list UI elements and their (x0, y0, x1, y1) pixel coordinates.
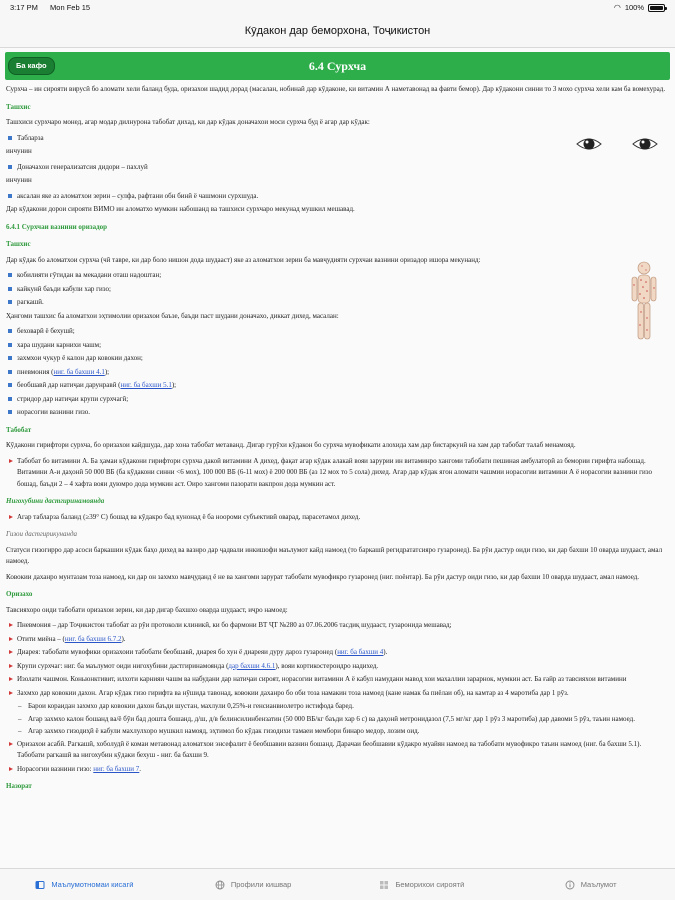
list-item: Агар табларза баланд (≥39° С) бошад ва кӯдакро бад кунонад ё ба ноороми субъективӣ оварад, парасетамол дихед. (6, 512, 669, 524)
diagnosis-text: Ташхиси сурхчаро монед, агар модар дилнурона табобат дихад, ки дар кӯдак доначахои моси сурхча буд ё агар дар кӯдак: (6, 118, 370, 126)
list-item: пневмония (ниг. ба бахши 4.1); (6, 367, 669, 379)
globe-icon (215, 880, 225, 890)
info-icon (565, 880, 575, 890)
list-item: Захмхо дар ковокии дахон. Агар кӯдак гизо гирифта ва нӯшида тавонад, ковокии даханро бо оби тоза намакин тоза намоед (кане намак ба пиёлаи об), на камтар аз 4 маротиба дар 1 рӯз. (6, 688, 669, 700)
list-item: Отити миёна – (ниг. ба бахши 6.7.2). (6, 634, 669, 646)
tab-label: Маълумотномаи кисагӣ (51, 880, 134, 889)
list-item: Диарея: табобати мувофики оризахоии табобати беобшавӣ, диарея бо хун ё диареяи дуру дароз гузаронед (ниг. ба бахши 4). (6, 647, 669, 659)
treatment-heading: Табобат (6, 425, 32, 434)
list-item: норасогии вазнини гизо. (6, 407, 669, 419)
list-item: Пневмония – дар Тоҷикистон табобат аз рӯи протоколи клиникӣ, ки бо фармони ВТ ҶТ №280 аз 07.06.2006 тасдиқ шудааст, гузаронида мешавад; (6, 620, 669, 632)
complications-tx-heading: Оризахо (6, 590, 33, 598)
nutrition-text2: Ковокии даханро мунтазам тоза намоед, ки дар он захмхо мавҷуданд ё не ва хангоми зарурат табобати мувофикро гузаронед (ниг. поёнтар). Ба рӯи дастур оиди гизо, ки дар бахши 10 оварда шудааст, амал намоед. (6, 572, 640, 581)
list-item: Доначахои генерализатсия дидори – пахлуӣ (6, 162, 669, 174)
treatment-text: Кӯдакони гирифтори сурхча, бо оризахои кайдшуда, дар хона табобат метаванд. Дигар гурӯхи кӯдакон бо сурхча мувофикати алохида хам дар бистаркунӣ на хам дар табобат талаб менамояд. (6, 441, 576, 449)
monitoring-heading: Назорат (6, 782, 32, 790)
complications-subheading: Ташхис (6, 240, 31, 248)
book-icon (35, 880, 45, 890)
diagnosis-note: Дар кӯдакони дорои сирояти ВИМО ин аломатхо мумкин набошанд ва ташхиси сурхчаро мекунад мушкил мешавад. (6, 205, 355, 213)
status-time: 3:17 PM (10, 3, 38, 12)
tab-country-profile[interactable] (169, 869, 338, 900)
list-item: Табобат бо витамини А. Ба ҳамаи кӯдакони гирифтори сурхча дакоӣ витамини А дихед, фақат агар кӯдак алакай вояи зарурии ин витаминро хангоми табобати пешиная амбулаторӣ аз бемории гирифта набошад. Витамини А-и даҳонӣ 50 000 ВБ (ба кӯдакони синни <6 мох), 100 000 ВБ (6-11 мох) ё 200 000 ВБ (аз 12 мох то 5 сола) дихед. Агар дар кӯдак ягон аломати чашмии норасогии витамини А ё норасогии вазнини гизо бошад, баъди 2 – 4 хафта вояи дуюмро дода мумкин аст. Оиро хангоми пазорати вакпрон дода мумкин аст. (6, 456, 669, 491)
link-section-6-7-2[interactable]: ниг. ба бахши 6.7.2 (64, 634, 122, 643)
section-title: 6.4 Сурхча (308, 59, 367, 73)
wifi-icon: ◠ (613, 3, 621, 12)
content-scroll[interactable] (0, 48, 675, 868)
tab-label: Беморихои сироятӣ (395, 880, 465, 889)
list-item: захмхои чукур ё калон дар ковокии дахон; (6, 353, 669, 365)
link-section-4[interactable]: ниг. ба бахши 4 (337, 648, 384, 656)
nav-title: Кӯдакон дар беморхона, Тоҷикистон (244, 25, 431, 37)
link-section-7[interactable]: ниг. ба бахши 7 (93, 764, 140, 773)
list-item: аксалан яке аз аломатхои зерин – сулфа, рафтани обн бинӣ ё чашмони сурхшуда. (6, 191, 669, 203)
list-item: Оризахои асабӣ. Рагкашӣ, хоболудӣ ё комаи метавонад аломатхои энсефалит ё беобшавии вазнин бошанд. Дарачаи беобшавии кӯдакро муайян намоед ва табобати мувофикро таъин намоед (ниг. ба бахши 5.1). Табобати рагкашӣ ва нигохубин кӯдаки бехуш - ниг. ба бахши 9. (6, 739, 669, 762)
connector-text: инчунин (6, 147, 32, 155)
list-item: хара шудани карнихи чашм; (6, 340, 669, 352)
list-item: Изолати чашмон. Коньюнктивит, илхоти карнияи чашм ва набудани дар натиҷаи сироят, норасогии витамини А ё кабул намудани мавод хои махаллии зарарнок, мумкин аст. Ба ғайр аз тавсияхои витамини (6, 674, 669, 686)
list-item: беховарӣ ё бехушӣ; (6, 326, 669, 338)
list-item: беобшавӣ дар натиҷаи дарунравӣ (ниг. ба бахши 5.1); (6, 380, 669, 392)
complications-text: Дар кӯдак бо аломатхои сурхча (чӣ тавре, ки дар боло нишон дода шудааст) яке аз аломатхои зерин ба мавҷудияти сурхчаи вазнини оризадор ишора мекунанд: (6, 255, 481, 264)
complications-tx-text: Тавсияхоро оиди табобати оризахои зерин, ки дар дигар бахшхо оварда шудааст, иҷро намоед: (6, 605, 288, 614)
list-item: Норасогии вазнини гизо: ниг. ба бахши 7. (6, 764, 669, 776)
dash-item: – Агар захмхо калон бошанд ва/ё бӯи бад дошта бошанд, д/ш, д/в белинсилинбензатин (50 000 ВБ/кг баъди хар 6 с) ва даҳонӣ метронидазол (7,5 мг/кг дар 1 рӯз 3 маротиба) дар давоми 5 рӯз, таъин намоед. (6, 714, 669, 726)
tab-info[interactable] (506, 869, 675, 900)
list-item: Крупи сурхчаг: ниг. ба маълумот оиди нигохубини дастгиринамоянда (дар бахши 4.6.1), вояи кортикостероидро надихед. (6, 661, 669, 673)
section-header (5, 52, 670, 80)
grid-icon (379, 880, 389, 890)
list-item: рагкашӣ. (6, 297, 669, 309)
battery-icon (648, 4, 665, 12)
list-item: кайкунӣ баъди кабули хар гизо; (6, 284, 669, 296)
complications-text2: Ҳангоми ташхис ба аломатхои эҳтимолии оризахои баъзе, баъди паст шудани доначахо, диккат дихед, масалан: (6, 311, 339, 320)
intro-paragraph: Сурхча – ин сирояти вирусӣ бо аломати хели баланд буда, оризахои шадид дорад (масалан, нобинаӣ дар кӯдаконе, ки витамин А наметавонад ва фавти бемор). Дар кӯдакони синни то 3 мохо сурхча хели кам ба вомехурад. (6, 85, 666, 93)
dash-item: – Барои кораидан захмхо дар ковокии дахон баъди шустан, махлули 0,25%-и генсианвиолетро истифода баред. (6, 701, 669, 713)
tab-bar (0, 868, 675, 900)
tab-pocket-book[interactable] (0, 869, 169, 900)
list-item: стридор дар натиҷаи крупи сурхчагӣ; (6, 394, 669, 406)
nutrition-heading: Гизои дастгирикунанда (6, 530, 78, 538)
diagnosis-heading: Ташхис (6, 102, 31, 111)
back-button[interactable]: Ба кафо (8, 57, 55, 75)
complications-heading: 6.4.1 Сурхчаи вазнини оризадор (6, 222, 108, 231)
dash-item: – Агар захмхо гизодиҳӣ ё кабули махлулхоро мушкил намояд, эҳтимол бо кӯдак гизодихи тамаеи мембори бинаро медор, лозим оид. (6, 726, 669, 738)
link-section-5-1[interactable]: ниг. ба бахши 5.1 (120, 381, 172, 389)
battery-percent: 100% (624, 3, 644, 12)
tab-label: Профили кишвар (230, 880, 292, 889)
list-item: Табларза (6, 133, 669, 145)
link-section-4-1[interactable]: ниг. ба бахши 4.1 (53, 367, 105, 376)
article-body (0, 80, 675, 793)
tab-infectious-diseases[interactable] (338, 869, 507, 900)
supportive-heading: Нигохубини дастгиринамоянда (6, 497, 105, 505)
status-bar (0, 0, 675, 14)
status-date: Mon Feb 15 (50, 3, 91, 12)
connector-text: инчунин (6, 176, 32, 184)
tab-label: Маълумот (580, 880, 617, 889)
navigation-bar (0, 14, 675, 48)
list-item: кобилияти ғӯтидан ва мекадани оташ надоштан; (6, 270, 669, 282)
nutrition-text: Статуси гизогирро дар асоси баркашии кӯдак баҳо дихед ва вазнро дар ҷадвали инкишофи маълумот кайд намоед (то баркашӣ регидрататсияро гузаронед). Ба рӯи дастур оиди гизо, ки дар бахши 10 оварда шудааст, амал намоед. (6, 545, 663, 565)
link-section-4-6-1[interactable]: дар бахши 4.6.1 (228, 661, 276, 670)
